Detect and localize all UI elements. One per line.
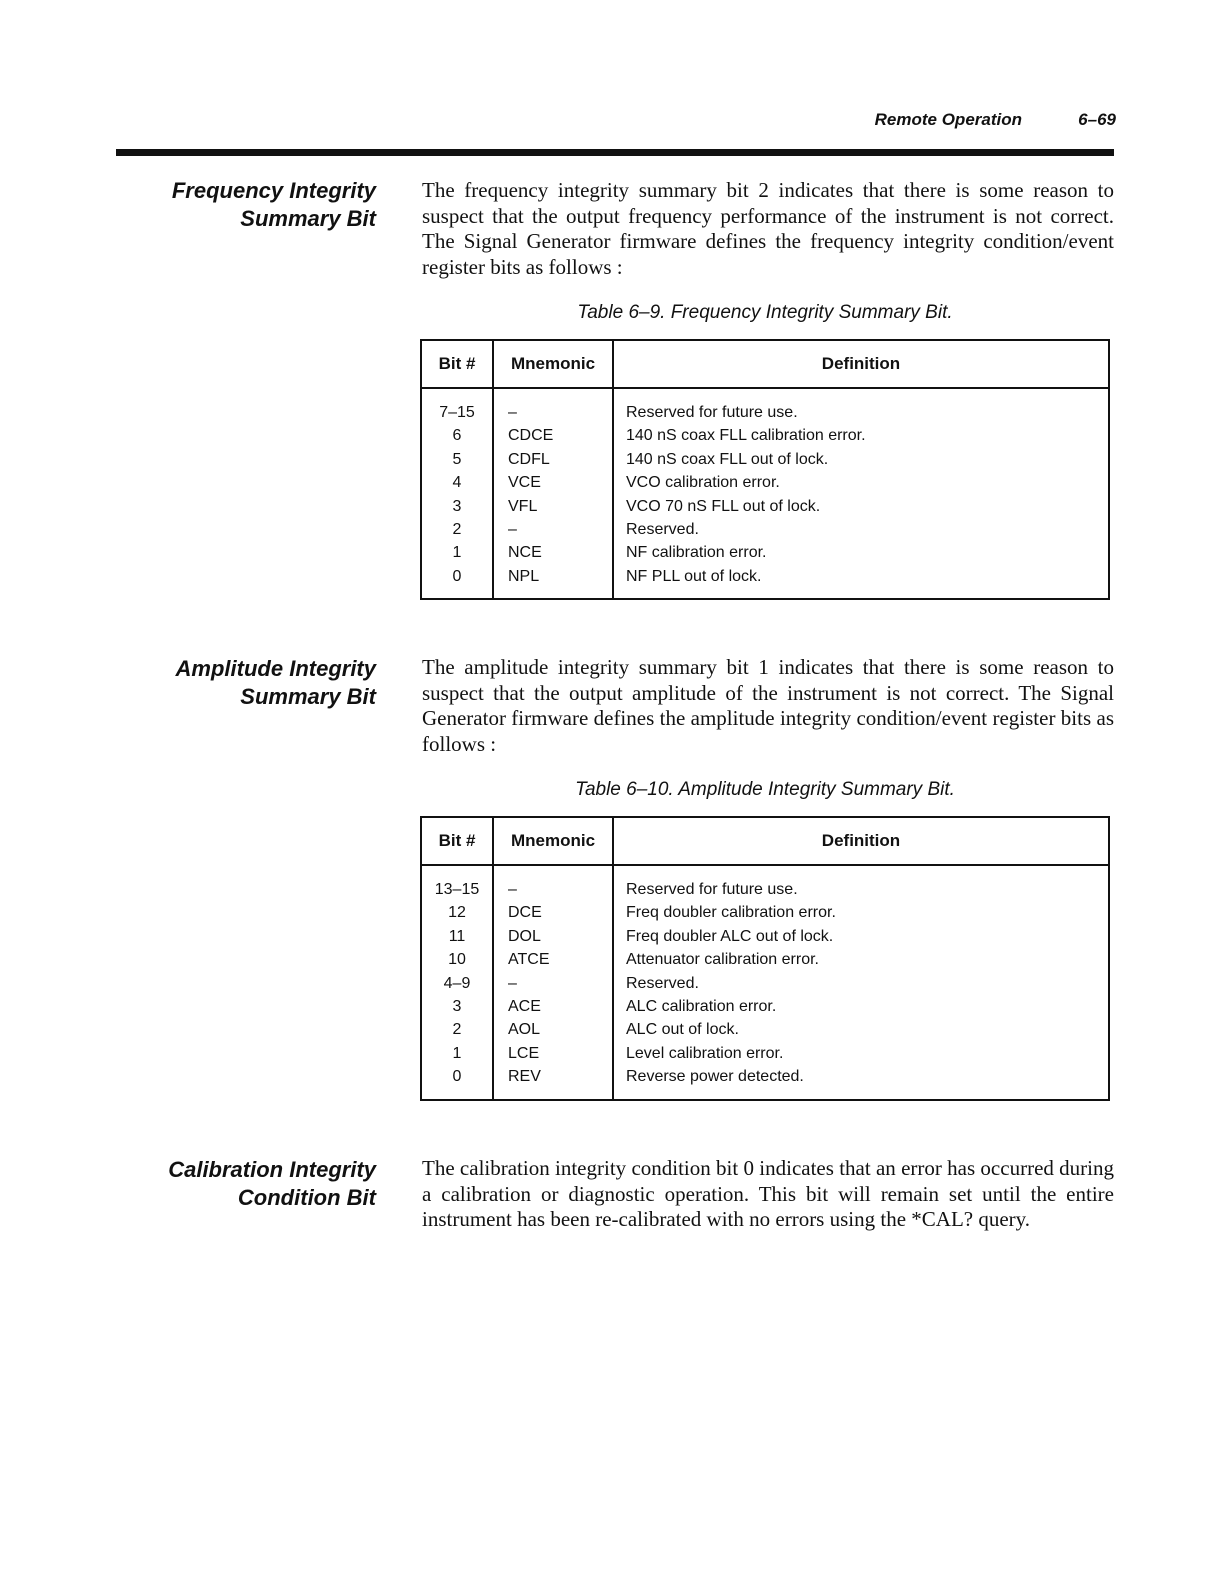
mnemonic-cell: DCE (493, 901, 613, 924)
bit-cell: 12 (448, 904, 466, 922)
bit-cell: 3 (452, 497, 462, 515)
frequency-integrity-paragraph: The frequency integrity summary bit 2 indicates that there is some reason to suspect that the output frequency performance of the instrument is not correct. The Signal Generator firmware defines the frequency integrity condition/event register bits as follows : (422, 178, 1114, 279)
calibration-integrity-heading (100, 1156, 376, 1212)
bit-cell: 3 (452, 998, 462, 1016)
definition-cell: 140 nS coax FLL calibration error. (613, 424, 1109, 447)
bit-cell: 2 (452, 521, 462, 539)
mnemonic-cell: – (493, 865, 613, 901)
bit-cell: 6 (452, 427, 462, 445)
bit-cell: 1 (452, 1044, 462, 1062)
table-row (421, 1042, 1109, 1065)
mnemonic-cell: AOL (493, 1018, 613, 1041)
definition-cell: Level calibration error. (613, 1042, 1109, 1065)
bit-cell: 0 (452, 1068, 462, 1086)
definition-cell: Reserved for future use. (613, 865, 1109, 901)
heading-line: Condition Bit (237, 1185, 376, 1210)
col-header-mnemonic: Mnemonic (493, 817, 613, 865)
heading-line: Calibration Integrity (168, 1157, 376, 1182)
table-row (421, 1065, 1109, 1099)
mnemonic-cell: CDFL (493, 448, 613, 471)
header-rule (116, 149, 1114, 156)
table-row (421, 995, 1109, 1018)
table-row (421, 448, 1109, 471)
mnemonic-cell: ATCE (493, 948, 613, 971)
table-row (421, 901, 1109, 924)
amplitude-integrity-table (420, 816, 1110, 1101)
amplitude-integrity-heading (100, 655, 376, 711)
table-row (421, 541, 1109, 564)
definition-cell: ALC calibration error. (613, 995, 1109, 1018)
col-header-definition: Definition (613, 340, 1109, 388)
table-row (421, 495, 1109, 518)
header-section-title: Remote Operation (874, 110, 1022, 129)
table-row (421, 972, 1109, 995)
table-header-row (421, 340, 1109, 388)
bit-cell: 4–9 (443, 974, 471, 992)
mnemonic-cell: NCE (493, 541, 613, 564)
heading-line: Summary Bit (240, 684, 376, 709)
table-header-row (421, 817, 1109, 865)
bit-cell: 7–15 (439, 404, 475, 421)
definition-cell: Reserved. (613, 518, 1109, 541)
heading-line: Frequency Integrity (171, 178, 376, 203)
table-6-10-caption: Table 6–10. Amplitude Integrity Summary Bit. (575, 779, 955, 800)
bit-cell: 0 (452, 567, 462, 585)
definition-cell: 140 nS coax FLL out of lock. (613, 448, 1109, 471)
mnemonic-cell: ACE (493, 995, 613, 1018)
mnemonic-cell: NPL (493, 565, 613, 599)
col-header-definition: Definition (613, 817, 1109, 865)
heading-line: Amplitude Integrity (175, 656, 376, 681)
bit-cell: 2 (452, 1021, 462, 1039)
bit-cell: 13–15 (434, 881, 480, 898)
bit-cell: 10 (448, 951, 466, 969)
mnemonic-cell: VCE (493, 471, 613, 494)
bit-cell: 4 (452, 474, 462, 492)
definition-cell: Reserved. (613, 972, 1109, 995)
amplitude-integrity-paragraph: The amplitude integrity summary bit 1 indicates that there is some reason to suspect that the output amplitude of the instrument is not correct. The Signal Generator firmware defines the amplitude integrity condition/event register bits as follows : (422, 655, 1114, 756)
frequency-integrity-table (420, 339, 1110, 600)
page-number: 6–69 (1078, 110, 1116, 129)
definition-cell: Freq doubler ALC out of lock. (613, 925, 1109, 948)
col-header-bit: Bit # (421, 817, 493, 865)
bit-cell: 5 (452, 450, 462, 468)
table-row (421, 1018, 1109, 1041)
definition-cell: NF PLL out of lock. (613, 565, 1109, 599)
table-row (421, 565, 1109, 599)
mnemonic-cell: DOL (493, 925, 613, 948)
table-row (421, 388, 1109, 424)
table-row (421, 518, 1109, 541)
definition-cell: Freq doubler calibration error. (613, 901, 1109, 924)
mnemonic-cell: REV (493, 1065, 613, 1099)
mnemonic-cell: – (493, 388, 613, 424)
col-header-bit: Bit # (421, 340, 493, 388)
bit-cell: 11 (448, 927, 466, 945)
calibration-integrity-paragraph: The calibration integrity condition bit 0 indicates that an error has occurred during a calibration or diagnostic operation. This bit will remain set until the entire instrument has been re-calibrated with no errors using the *CAL? query. (422, 1156, 1114, 1232)
table-row (421, 865, 1109, 901)
definition-cell: ALC out of lock. (613, 1018, 1109, 1041)
heading-line: Summary Bit (240, 206, 376, 231)
mnemonic-cell: LCE (493, 1042, 613, 1065)
definition-cell: Reserved for future use. (613, 388, 1109, 424)
definition-cell: Attenuator calibration error. (613, 948, 1109, 971)
table-row (421, 471, 1109, 494)
bit-cell: 1 (452, 544, 462, 562)
definition-cell: VCO 70 nS FLL out of lock. (613, 495, 1109, 518)
running-header (0, 108, 1212, 132)
mnemonic-cell: CDCE (493, 424, 613, 447)
table-row (421, 948, 1109, 971)
mnemonic-cell: – (493, 518, 613, 541)
mnemonic-cell: VFL (493, 495, 613, 518)
table-row (421, 925, 1109, 948)
table-6-9-caption: Table 6–9. Frequency Integrity Summary Bit. (577, 302, 953, 323)
table-row (421, 424, 1109, 447)
col-header-mnemonic: Mnemonic (493, 340, 613, 388)
definition-cell: VCO calibration error. (613, 471, 1109, 494)
mnemonic-cell: – (493, 972, 613, 995)
definition-cell: Reverse power detected. (613, 1065, 1109, 1099)
frequency-integrity-heading (100, 177, 376, 233)
definition-cell: NF calibration error. (613, 541, 1109, 564)
